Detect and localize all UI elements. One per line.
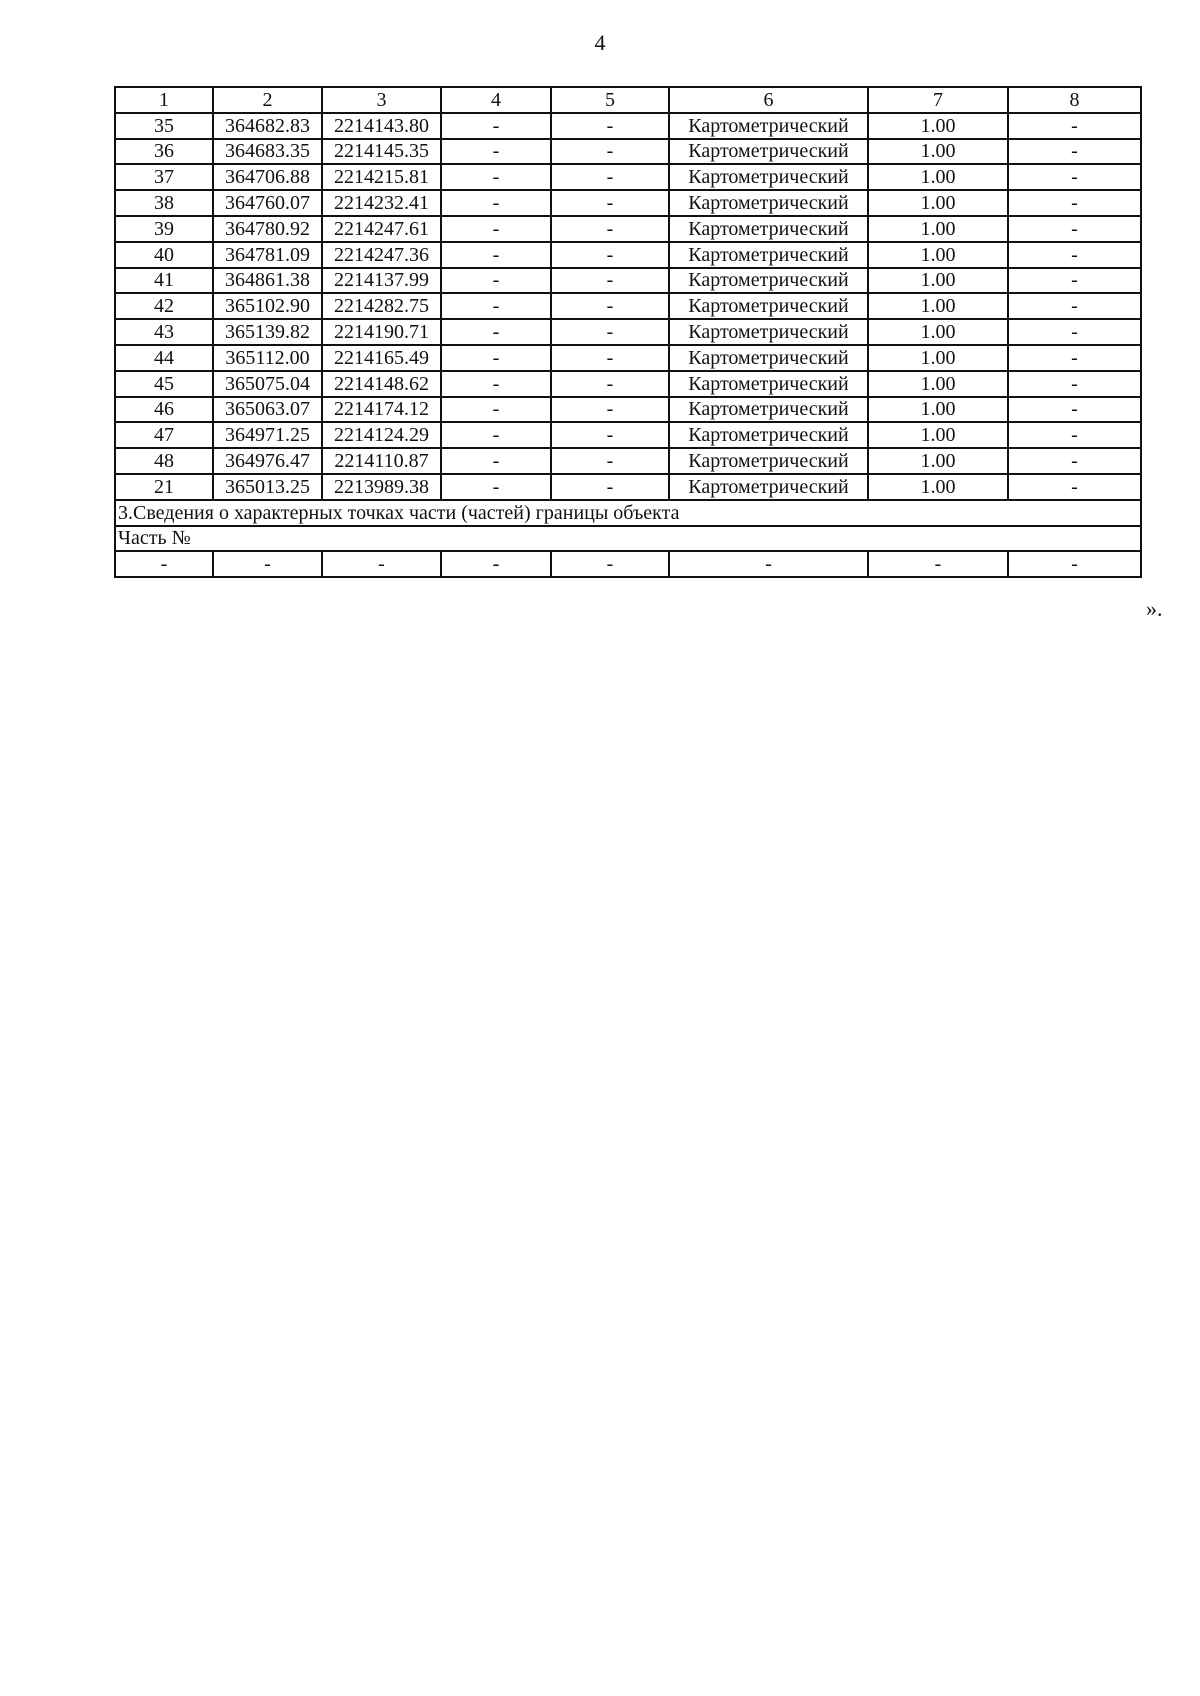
table-cell: 365075.04 <box>213 371 322 397</box>
table-cell: - <box>213 551 322 577</box>
table-cell: - <box>441 216 551 242</box>
table-cell: - <box>441 190 551 216</box>
table-cell: 1.00 <box>868 190 1008 216</box>
table-cell: - <box>669 551 868 577</box>
table-cell: - <box>441 345 551 371</box>
table-cell: Картометрический <box>669 190 868 216</box>
table-cell: 364706.88 <box>213 164 322 190</box>
table-cell: 45 <box>115 371 213 397</box>
table-cell: - <box>1008 190 1141 216</box>
table-cell: 2214165.49 <box>322 345 441 371</box>
closing-quote-mark: ». <box>1146 596 1163 621</box>
table-cell: 2214247.36 <box>322 242 441 268</box>
table-cell: Картометрический <box>669 113 868 139</box>
table-cell: 2214148.62 <box>322 371 441 397</box>
header-row <box>115 87 1141 113</box>
table-cell: 1.00 <box>868 113 1008 139</box>
table-cell: - <box>551 113 669 139</box>
table-cell: - <box>551 345 669 371</box>
table-row <box>115 216 1141 242</box>
table-cell: 1.00 <box>868 293 1008 319</box>
table-cell: - <box>441 371 551 397</box>
table-cell: 46 <box>115 397 213 423</box>
table-cell: 1.00 <box>868 139 1008 165</box>
table-cell: - <box>1008 293 1141 319</box>
table-cell: 2214247.61 <box>322 216 441 242</box>
table-cell: - <box>551 397 669 423</box>
table-cell: 2214215.81 <box>322 164 441 190</box>
table-cell: 1.00 <box>868 422 1008 448</box>
header-cell: 6 <box>669 87 868 113</box>
table-cell: - <box>441 448 551 474</box>
table-cell: - <box>441 268 551 294</box>
table-row <box>115 474 1141 500</box>
table-cell: 2214143.80 <box>322 113 441 139</box>
table-cell: 1.00 <box>868 319 1008 345</box>
table-cell: - <box>1008 242 1141 268</box>
header-cell: 2 <box>213 87 322 113</box>
table-cell: 2213989.38 <box>322 474 441 500</box>
table-cell: 1.00 <box>868 216 1008 242</box>
table-cell: - <box>441 319 551 345</box>
table-cell: 2214282.75 <box>322 293 441 319</box>
table-row <box>115 345 1141 371</box>
table-cell: 21 <box>115 474 213 500</box>
table-cell: 364861.38 <box>213 268 322 294</box>
table-cell: Картометрический <box>669 397 868 423</box>
table-cell: Картометрический <box>669 293 868 319</box>
table-row <box>115 242 1141 268</box>
table-cell: - <box>551 139 669 165</box>
header-cell: 8 <box>1008 87 1141 113</box>
table-cell: - <box>441 551 551 577</box>
table-cell: - <box>551 448 669 474</box>
table-cell: 44 <box>115 345 213 371</box>
table-cell: - <box>1008 113 1141 139</box>
table-cell: 2214110.87 <box>322 448 441 474</box>
table-cell: - <box>551 551 669 577</box>
empty-row <box>115 551 1141 577</box>
table-cell: - <box>441 113 551 139</box>
table-row <box>115 139 1141 165</box>
section-title: 3.Сведения о характерных точках части (частей) границы объекта <box>115 500 1141 526</box>
table-cell: - <box>551 164 669 190</box>
section-title-row <box>115 500 1141 526</box>
table-cell: 364682.83 <box>213 113 322 139</box>
header-cell: 5 <box>551 87 669 113</box>
table-cell: - <box>1008 319 1141 345</box>
table-cell: 364976.47 <box>213 448 322 474</box>
table-cell: 1.00 <box>868 397 1008 423</box>
table-cell: - <box>1008 139 1141 165</box>
header-cell: 7 <box>868 87 1008 113</box>
table-cell: 1.00 <box>868 345 1008 371</box>
table-cell: Картометрический <box>669 345 868 371</box>
table-cell: 364780.92 <box>213 216 322 242</box>
table-cell: 365063.07 <box>213 397 322 423</box>
table-cell: 38 <box>115 190 213 216</box>
table-row <box>115 319 1141 345</box>
table-cell: - <box>441 139 551 165</box>
table-cell: 364760.07 <box>213 190 322 216</box>
table-cell: Картометрический <box>669 268 868 294</box>
table-cell: - <box>1008 397 1141 423</box>
table-cell: 1.00 <box>868 164 1008 190</box>
table-cell: - <box>1008 345 1141 371</box>
table-cell: 365013.25 <box>213 474 322 500</box>
table-cell: - <box>441 397 551 423</box>
table-cell: Картометрический <box>669 242 868 268</box>
table-cell: - <box>1008 216 1141 242</box>
header-cell: 4 <box>441 87 551 113</box>
table-cell: 48 <box>115 448 213 474</box>
table-row <box>115 397 1141 423</box>
table-cell: 2214145.35 <box>322 139 441 165</box>
table-row <box>115 268 1141 294</box>
table-cell: 42 <box>115 293 213 319</box>
table-cell: 365112.00 <box>213 345 322 371</box>
table-cell: 365139.82 <box>213 319 322 345</box>
table-cell: 2214174.12 <box>322 397 441 423</box>
table-cell: 364971.25 <box>213 422 322 448</box>
table-cell: - <box>441 422 551 448</box>
part-label: Часть № <box>115 526 1141 552</box>
header-cell: 1 <box>115 87 213 113</box>
table-cell: - <box>551 422 669 448</box>
table-cell: - <box>1008 422 1141 448</box>
table-cell: 1.00 <box>868 371 1008 397</box>
table-cell: Картометрический <box>669 422 868 448</box>
boundary-points-table <box>114 86 1142 578</box>
table-cell: - <box>115 551 213 577</box>
table-cell: 2214190.71 <box>322 319 441 345</box>
table-cell: 365102.90 <box>213 293 322 319</box>
table-cell: 43 <box>115 319 213 345</box>
table-cell: - <box>551 371 669 397</box>
table-row <box>115 448 1141 474</box>
table-cell: - <box>1008 448 1141 474</box>
table-cell: 40 <box>115 242 213 268</box>
table-cell: - <box>551 293 669 319</box>
table-cell: - <box>441 474 551 500</box>
table-row <box>115 293 1141 319</box>
table-cell: - <box>551 474 669 500</box>
table-cell: 2214232.41 <box>322 190 441 216</box>
table-cell: 47 <box>115 422 213 448</box>
table-row <box>115 371 1141 397</box>
table-cell: Картометрический <box>669 474 868 500</box>
table-cell: 1.00 <box>868 474 1008 500</box>
table-row <box>115 164 1141 190</box>
table-cell: 41 <box>115 268 213 294</box>
table-row <box>115 422 1141 448</box>
table-cell: - <box>1008 268 1141 294</box>
table-cell: - <box>868 551 1008 577</box>
table-cell: - <box>1008 474 1141 500</box>
table-body <box>115 87 1141 577</box>
table-cell: 36 <box>115 139 213 165</box>
header-cell: 3 <box>322 87 441 113</box>
table-cell: 1.00 <box>868 242 1008 268</box>
table-cell: 364683.35 <box>213 139 322 165</box>
table-cell: - <box>1008 371 1141 397</box>
table-cell: 37 <box>115 164 213 190</box>
table-cell: 364781.09 <box>213 242 322 268</box>
table-cell: Картометрический <box>669 371 868 397</box>
table-cell: 2214124.29 <box>322 422 441 448</box>
table-cell: - <box>551 190 669 216</box>
table-cell: - <box>441 293 551 319</box>
table-cell: Картометрический <box>669 216 868 242</box>
table-row <box>115 113 1141 139</box>
table-cell: 39 <box>115 216 213 242</box>
table-cell: - <box>551 319 669 345</box>
table-cell: - <box>551 268 669 294</box>
table-cell: 1.00 <box>868 268 1008 294</box>
page-number: 4 <box>594 30 606 55</box>
table-cell: - <box>551 216 669 242</box>
table-cell: Картометрический <box>669 139 868 165</box>
table-cell: - <box>551 242 669 268</box>
table-cell: 2214137.99 <box>322 268 441 294</box>
table-cell: - <box>322 551 441 577</box>
table-cell: 1.00 <box>868 448 1008 474</box>
part-label-row <box>115 526 1141 552</box>
table-cell: Картометрический <box>669 448 868 474</box>
table-cell: Картометрический <box>669 164 868 190</box>
table-cell: 35 <box>115 113 213 139</box>
table-cell: - <box>1008 551 1141 577</box>
table-cell: - <box>1008 164 1141 190</box>
table-cell: Картометрический <box>669 319 868 345</box>
table-cell: - <box>441 242 551 268</box>
table-row <box>115 190 1141 216</box>
table-cell: - <box>441 164 551 190</box>
